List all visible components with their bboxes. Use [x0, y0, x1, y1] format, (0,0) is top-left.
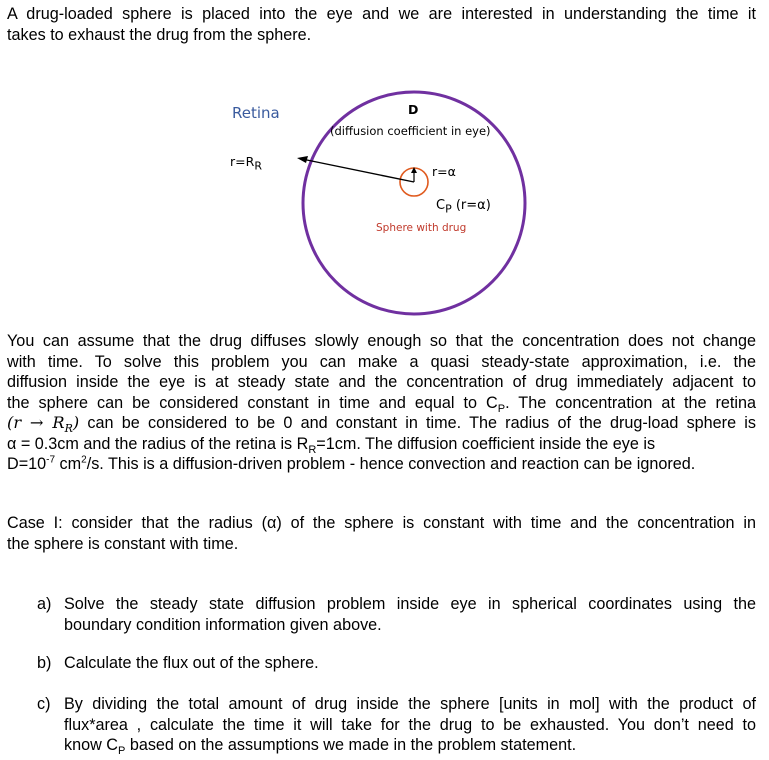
question-b [37, 653, 756, 674]
question-a-text: Solve the steady state diffusion problem inside eye in spherical coordinates using the boundary condition information given above. [64, 595, 756, 634]
intro-line-2: takes to exhaust the drug from the sphere. [7, 25, 312, 44]
sphere-with-drug-label: Sphere with drug [376, 222, 467, 234]
diffusion-symbol-label: D [408, 102, 419, 117]
assumptions-line-3: diffusion inside the eye is at steady state and the concentration of drug immediately adjacent to [7, 373, 756, 391]
assumptions-line-1: You can assume that the drug diffuses slowly enough so that the concentration does not change [7, 332, 756, 350]
case-1-line-2: the sphere is constant with time. [7, 534, 239, 553]
sphere-radius-label: r=α [432, 164, 456, 179]
case-1-line-1: Case I: consider that the radius (α) of the sphere is constant with time and the concentration in [7, 514, 756, 532]
assumptions-line-6: α = 0.3cm and the radius of the retina is $R_R=1cm$. The diffusion coefficient inside the eye is [7, 434, 656, 456]
question-c-text: By dividing the total amount of drug inside the sphere [units in mol] with the product of flux*area , calculate the time it will take for the drug to be exhausted. You don’t need to know $C_P$ based on the assumptions we made in the problem statement. [64, 695, 756, 758]
diffusion-description: (diffusion coefficient in eye) [330, 124, 491, 138]
question-c-marker: c) [37, 695, 51, 713]
question-b-marker: b) [37, 654, 52, 672]
intro-paragraph [7, 4, 756, 45]
retina-label: Retina [232, 104, 280, 122]
retina-radius-label: $r=R_R$ [230, 154, 262, 173]
question-a-marker: a) [37, 595, 52, 613]
question-a [37, 594, 756, 636]
sphere-concentration-label: $C_P$ (r=α) [436, 198, 491, 216]
assumptions-line-5: $(r \to R_R)$ can be considered to be 0 and constant in time. The radius of the drug-load sphere is [7, 413, 756, 436]
assumptions-line-7: $D=10^{-7}$ $cm^2/s$. This is a diffusion-driven problem - hence convection and reaction can be ignored. [7, 454, 696, 473]
assumptions-paragraph [7, 331, 756, 475]
case-1-paragraph [7, 513, 756, 554]
retina-radius-arrowhead [297, 156, 308, 163]
retina-radius-line [302, 159, 414, 182]
question-b-text: Calculate the flux out of the sphere. [64, 654, 319, 672]
eye-diagram [220, 88, 530, 318]
assumptions-line-4: the sphere can be considered constant in time and equal to $C_P$. The concentration at the retina [7, 393, 756, 415]
assumptions-line-2: with time. To solve this problem you can make a quasi steady-state approximation, i.e. the [7, 352, 756, 371]
intro-line-1: A drug-loaded sphere is placed into the eye and we are interested in understanding the time it [7, 5, 756, 23]
question-c [37, 694, 756, 756]
